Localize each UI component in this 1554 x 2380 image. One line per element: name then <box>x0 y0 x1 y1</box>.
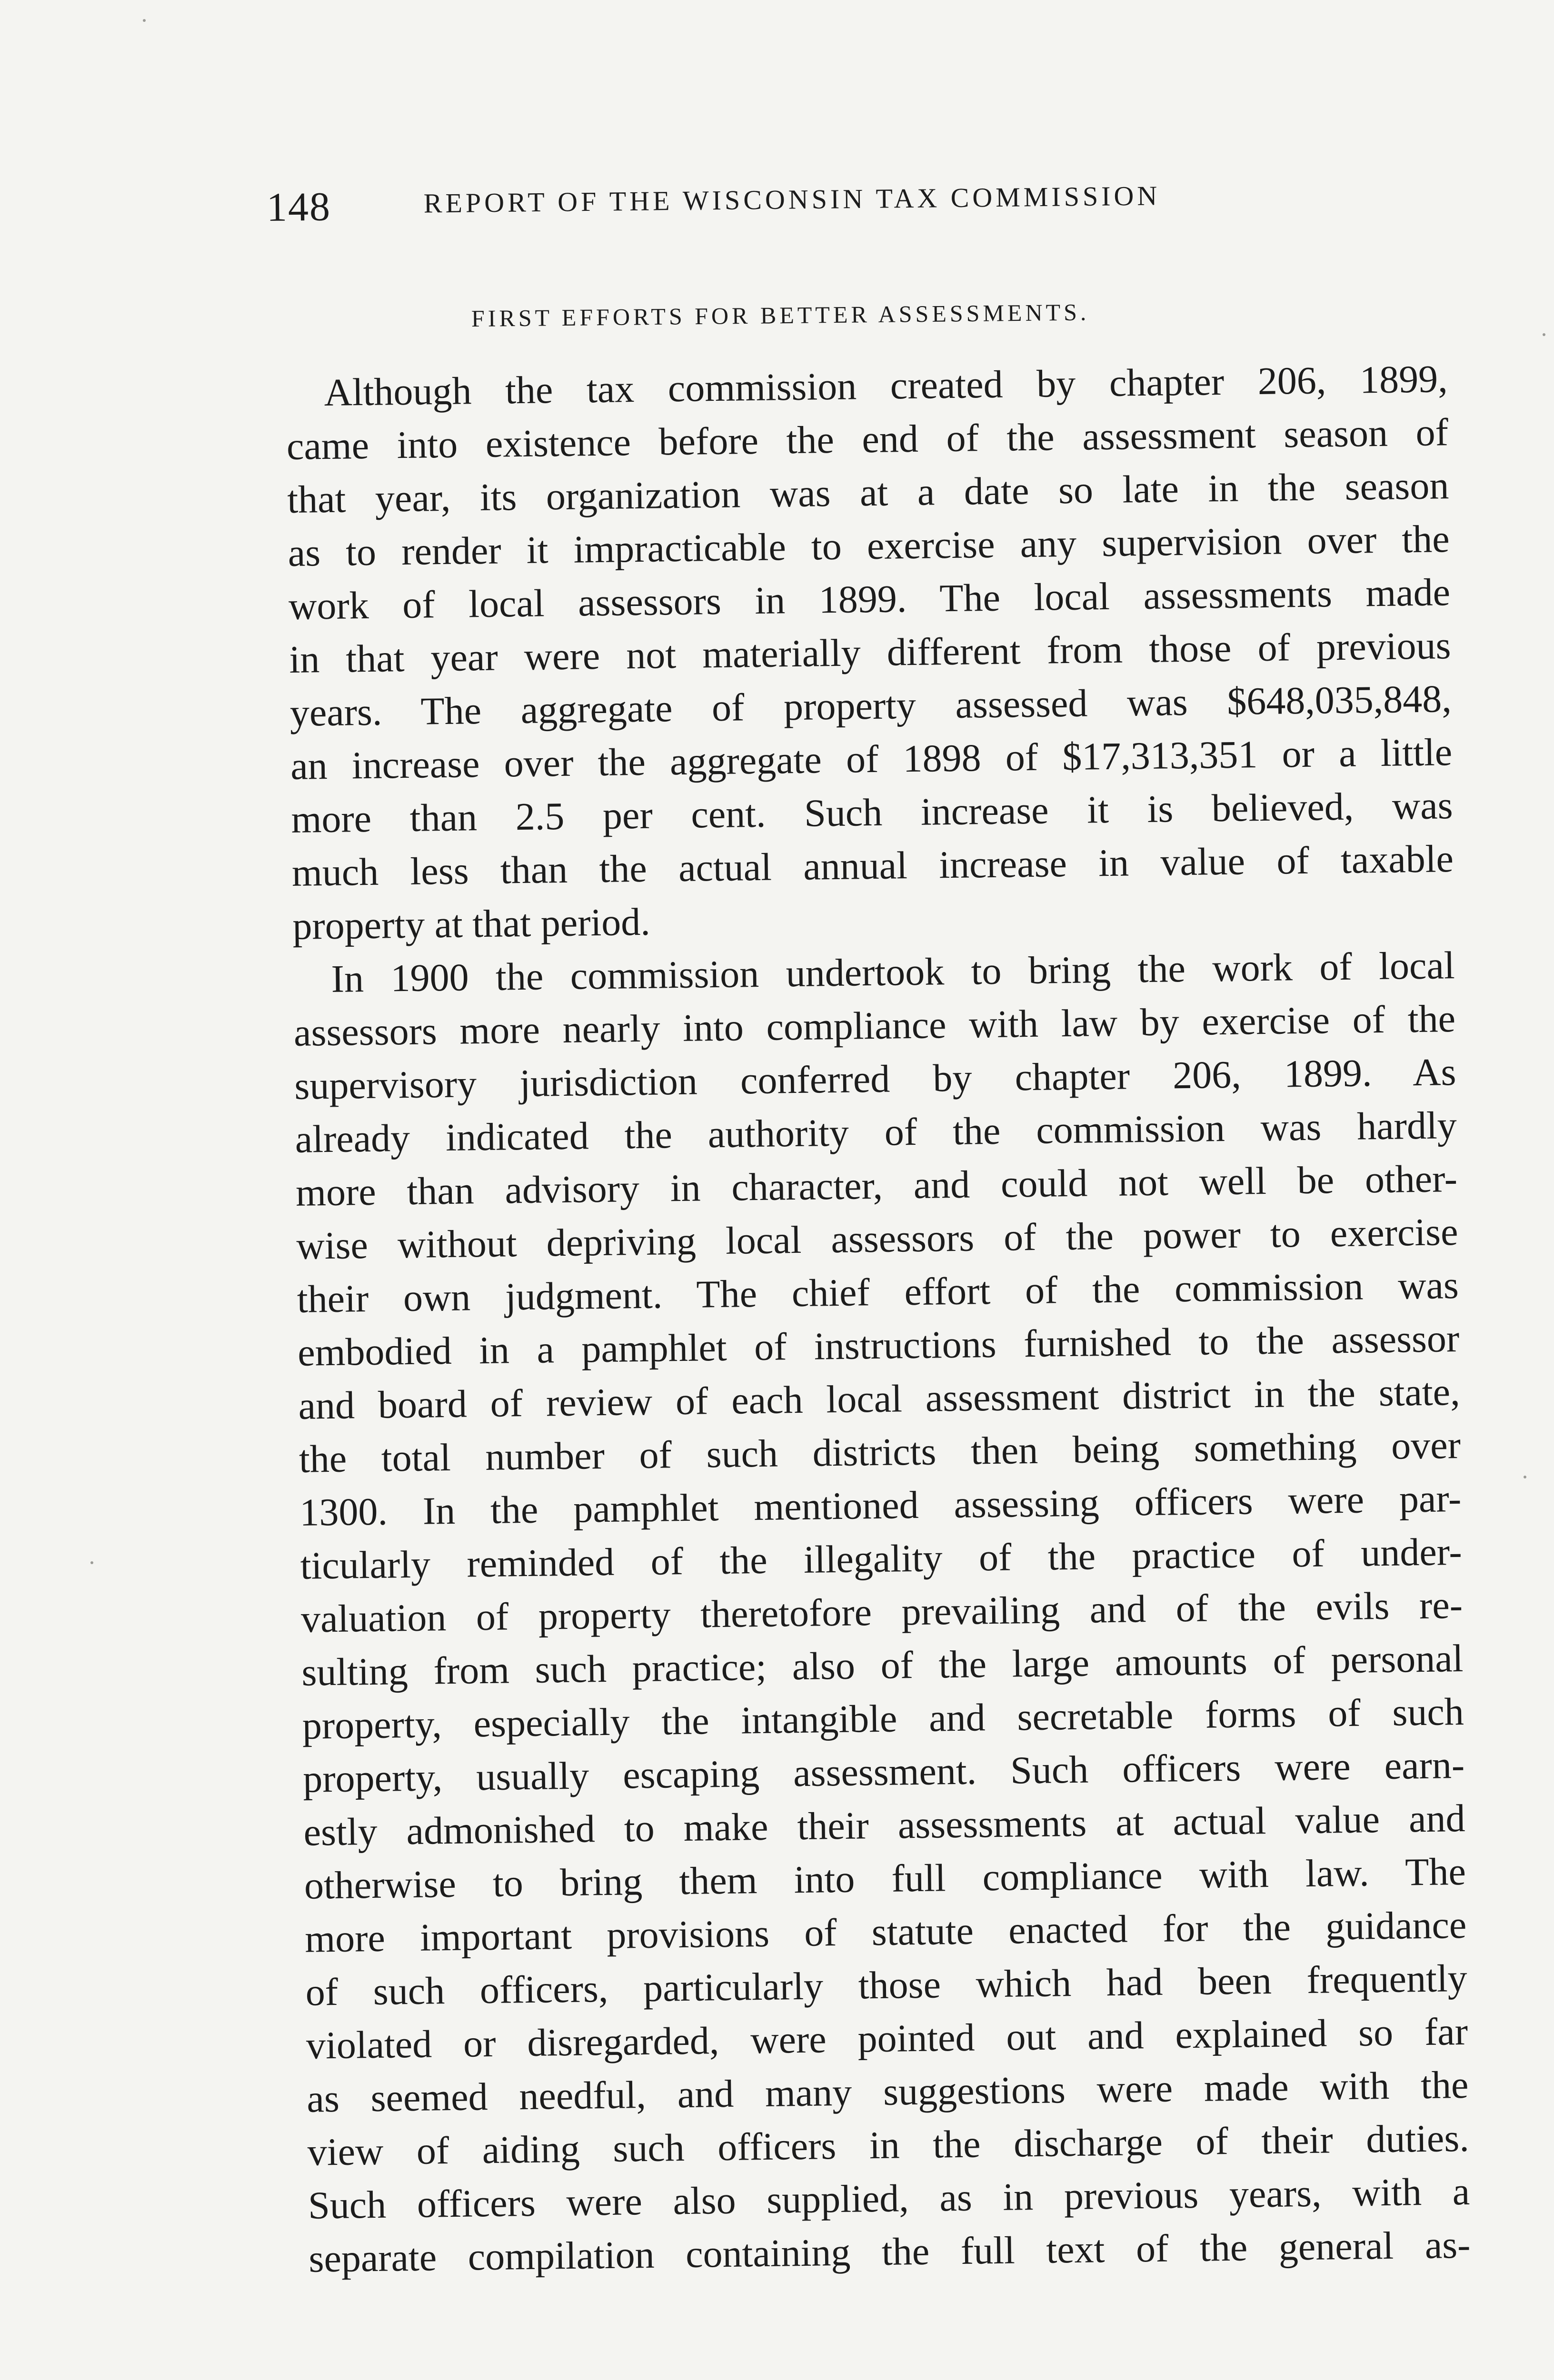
text-line: separate compilation containing the full text of the general as- <box>309 2222 1471 2281</box>
text-line: otherwise to bring them into full compliance with law. The <box>304 1849 1466 1907</box>
text-line: sulting from such practice; also of the large amounts of personal <box>301 1636 1464 1694</box>
text-line: that year, its organization was at a date so late in the season <box>287 464 1449 521</box>
text-line: the total number of such districts then being something over <box>299 1423 1461 1481</box>
text-line: more important provisions of statute enacted for the guidance <box>304 1903 1467 1961</box>
text-line: property, especially the intangible and secretable forms of such <box>302 1689 1464 1747</box>
body-text <box>286 352 1471 2318</box>
text-line: an increase over the aggregate of 1898 of $17,313,351 or a little <box>290 730 1453 788</box>
text-line: came into existence before the end of the assessment season of <box>286 410 1449 468</box>
text-line: in that year were not materially different from those of previous <box>289 624 1451 681</box>
text-line: ticularly reminded of the illegality of the practice of under- <box>300 1530 1463 1587</box>
page-number: 148 <box>266 183 331 230</box>
text-line: their own judgment. The chief effort of the commission was <box>297 1263 1459 1321</box>
text-line: valuation of property theretofore prevailing and of the evils re- <box>300 1583 1463 1641</box>
section-heading: FIRST EFFORTS FOR BETTER ASSESSMENTS. <box>471 298 1090 332</box>
text-line: Such officers were also supplied, as in previous years, with a <box>308 2169 1470 2227</box>
text-line: view of aiding such officers in the discharge of their duties. <box>307 2116 1470 2174</box>
scan-speck <box>1524 1476 1526 1478</box>
text-line: more than 2.5 per cent. Such increase it is believed, was <box>291 783 1453 841</box>
text-line: already indicated the authority of the commission was hardly <box>295 1103 1457 1161</box>
text-line: estly admonished to make their assessments at actual value and <box>303 1796 1465 1854</box>
scan-speck <box>143 19 146 22</box>
text-line: property, usually escaping assessment. Such officers were earn- <box>302 1743 1465 1801</box>
text-line: supervisory jurisdiction conferred by chapter 206, 1899. As <box>294 1050 1456 1108</box>
text-line: more than advisory in character, and could not well be other- <box>295 1157 1458 1214</box>
scan-speck <box>90 1561 93 1564</box>
text-line: years. The aggregate of property assessed was $648,035,848, <box>289 677 1452 734</box>
text-line: embodied in a pamphlet of instructions furnished to the assessor <box>297 1317 1460 1374</box>
text-line: and board of review of each local assessment district in the state, <box>298 1370 1461 1428</box>
text-line: as to render it impracticable to exercise any supervision over the <box>288 517 1450 575</box>
text-line: wise without depriving local assessors of the power to exercise <box>296 1210 1458 1268</box>
text-line: Although the tax commission created by chapter 206, 1899, <box>324 357 1448 415</box>
text-line: work of local assessors in 1899. The local assessments made <box>288 570 1451 628</box>
text-line: of such officers, particularly those which had been frequently <box>305 1956 1468 2014</box>
text-line: much less than the actual annual increase in value of taxable <box>291 837 1454 894</box>
text-line: assessors more nearly into compliance with law by exercise of the <box>293 997 1456 1054</box>
text-line: as seemed needful, and many suggestions were made with the <box>306 2063 1469 2121</box>
text-line: In 1900 the commission undertook to bring the work of local <box>331 943 1455 1001</box>
running-head <box>266 173 1285 240</box>
running-title: REPORT OF THE WISCONSIN TAX COMMISSION <box>423 180 1161 219</box>
scan-speck <box>1543 333 1545 336</box>
text-line: property at that period. <box>292 900 651 948</box>
text-line: violated or disregarded, were pointed out and explained so far <box>306 2009 1468 2067</box>
text-line: 1300. In the pamphlet mentioned assessing officers were par- <box>299 1477 1462 1534</box>
